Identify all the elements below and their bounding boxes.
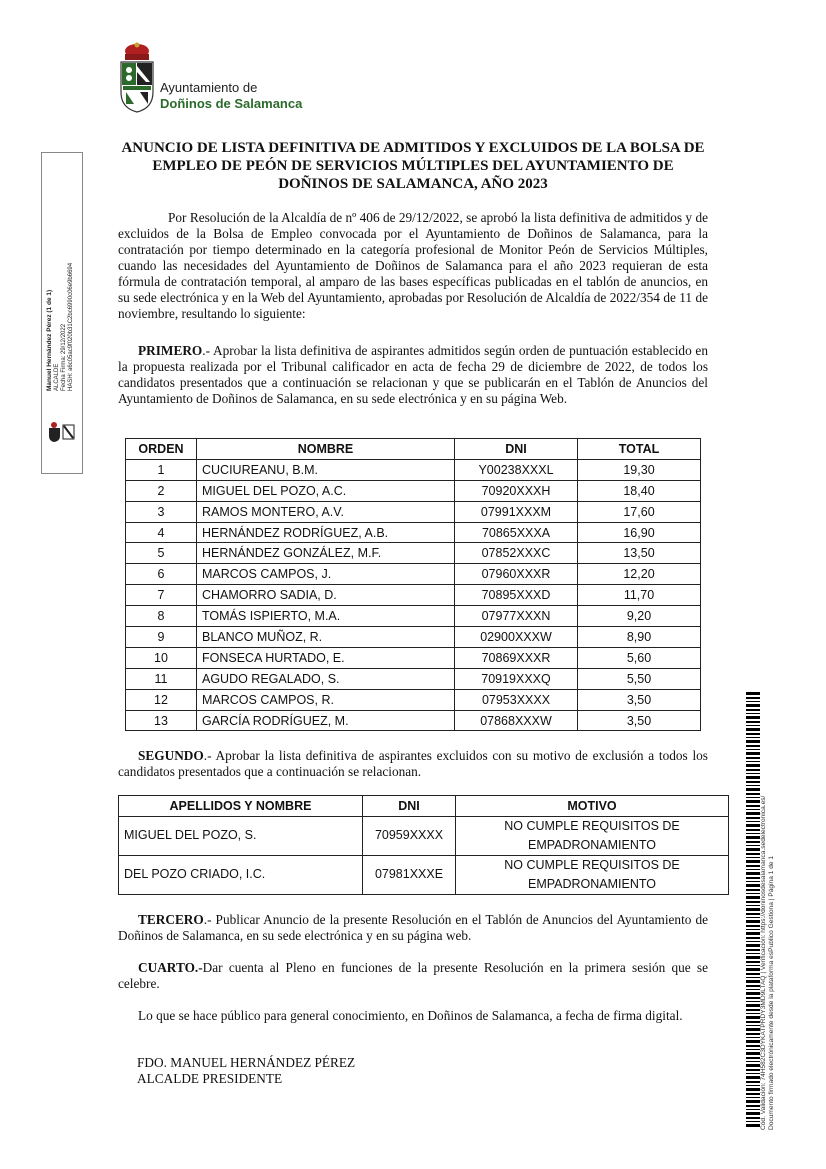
table-header-row xyxy=(119,796,729,817)
col-nombre: NOMBRE xyxy=(197,439,455,460)
cuarto-paragraph xyxy=(118,960,708,992)
signature-date: Fecha Firma: 29/12/2022 xyxy=(61,323,67,391)
col-orden: ORDEN xyxy=(126,439,197,460)
row-orden: 12 xyxy=(126,689,197,710)
barcode xyxy=(746,692,760,1128)
row-nombre: TOMÁS ISPIERTO, M.A. xyxy=(197,606,455,627)
row-orden: 7 xyxy=(126,585,197,606)
primero-label: PRIMERO xyxy=(138,343,203,358)
table-row xyxy=(126,480,701,501)
row-apellidos-nombre: MIGUEL DEL POZO, S. xyxy=(119,816,363,855)
row-dni: 70919XXXQ xyxy=(455,668,578,689)
tercero-paragraph xyxy=(118,912,708,944)
row-dni: 07991XXXM xyxy=(455,501,578,522)
motivo-line2: EMPADRONAMIENTO xyxy=(527,837,657,852)
table-row xyxy=(126,647,701,668)
org-name-line2: Doñinos de Salamanca xyxy=(160,96,303,111)
row-total: 5,60 xyxy=(578,647,701,668)
signature-name: FDO. MANUEL HERNÁNDEZ PÉREZ xyxy=(137,1055,356,1070)
row-total: 18,40 xyxy=(578,480,701,501)
row-orden: 10 xyxy=(126,647,197,668)
excluded-table xyxy=(118,795,729,895)
row-dni: 70920XXXH xyxy=(455,480,578,501)
table-header-row xyxy=(126,439,701,460)
col-apellidos-nombre: APELLIDOS Y NOMBRE xyxy=(119,796,363,817)
cuarto-label: CUARTO.- xyxy=(138,960,203,975)
row-total: 11,70 xyxy=(578,585,701,606)
table-row xyxy=(126,689,701,710)
row-nombre: CUCIUREANU, B.M. xyxy=(197,459,455,480)
col-dni: DNI xyxy=(363,796,456,817)
table-row xyxy=(126,501,701,522)
row-total: 9,20 xyxy=(578,606,701,627)
row-nombre: AGUDO REGALADO, S. xyxy=(197,668,455,689)
table-row xyxy=(126,585,701,606)
table-row xyxy=(126,710,701,731)
table-row xyxy=(126,522,701,543)
row-motivo xyxy=(456,855,729,894)
row-nombre: HERNÁNDEZ RODRÍGUEZ, A.B. xyxy=(197,522,455,543)
row-total: 19,30 xyxy=(578,459,701,480)
row-dni: 07852XXXC xyxy=(455,543,578,564)
motivo-line2: EMPADRONAMIENTO xyxy=(527,876,657,891)
table-row xyxy=(119,855,729,894)
table-row xyxy=(126,564,701,585)
table-row xyxy=(126,459,701,480)
row-orden: 5 xyxy=(126,543,197,564)
row-dni: 07977XXXN xyxy=(455,606,578,627)
signature-hash: HASH: a6c05ac9f020b31C2bc6990c06e9b6694 xyxy=(68,262,74,391)
row-total: 13,50 xyxy=(578,543,701,564)
row-dni: 07868XXXW xyxy=(455,710,578,731)
row-dni: 70865XXXA xyxy=(455,522,578,543)
row-nombre: MARCOS CAMPOS, J. xyxy=(197,564,455,585)
small-coat-of-arms-icon xyxy=(47,421,77,443)
row-nombre: BLANCO MUÑOZ, R. xyxy=(197,627,455,648)
row-orden: 2 xyxy=(126,480,197,501)
row-total: 17,60 xyxy=(578,501,701,522)
row-motivo xyxy=(456,816,729,855)
row-orden: 9 xyxy=(126,627,197,648)
row-nombre: HERNÁNDEZ GONZÁLEZ, M.F. xyxy=(197,543,455,564)
intro-paragraph: Por Resolución de la Alcaldía de nº 406 de 29/12/2022, se aprobó la lista definitiva de admitidos y de excluidos de la Bolsa de Empleo convocada por el Ayuntamiento de Doñinos de Salamanca, para la contratación por tiempo determinado en la categoría profesional de Monitor Peón de Servicios Múltiples, cuando las necesidades del Ayuntamiento de Doñinos de Salamanca para el año 2023 requieran de esta fórmula de contratación temporal, al amparo de las bases específicas publicadas en el tablón de anuncios, en su sede electrónica y en la Web del Ayuntamiento, aprobadas por Resolución de Alcaldía de 2022/354 de 11 de noviembre, resultando lo siguiente: xyxy=(118,210,708,321)
row-total: 12,20 xyxy=(578,564,701,585)
row-orden: 3 xyxy=(126,501,197,522)
row-nombre: MIGUEL DEL POZO, A.C. xyxy=(197,480,455,501)
row-nombre: MARCOS CAMPOS, R. xyxy=(197,689,455,710)
row-orden: 11 xyxy=(126,668,197,689)
closing-paragraph: Lo que se hace público para general conocimiento, en Doñinos de Salamanca, a fecha de firma digital. xyxy=(138,1008,683,1023)
row-nombre: CHAMORRO SADIA, D. xyxy=(197,585,455,606)
row-orden: 8 xyxy=(126,606,197,627)
row-orden: 4 xyxy=(126,522,197,543)
row-dni: 02900XXXW xyxy=(455,627,578,648)
row-orden: 6 xyxy=(126,564,197,585)
row-total: 3,50 xyxy=(578,689,701,710)
table-row xyxy=(126,606,701,627)
document-title: ANUNCIO DE LISTA DEFINITIVA DE ADMITIDOS Y EXCLUIDOS DE LA BOLSA DE EMPLEO DE PEÓN DE SERVICIOS MÚLTIPLES DEL AYUNTAMIENTO DE DOÑINOS DE SALAMANCA, AÑO 2023 xyxy=(121,140,705,192)
row-apellidos-nombre: DEL POZO CRIADO, I.C. xyxy=(119,855,363,894)
municipality-logo xyxy=(118,42,318,114)
row-dni: Y00238XXXL xyxy=(455,459,578,480)
table-row xyxy=(126,627,701,648)
row-nombre: FONSECA HURTADO, E. xyxy=(197,647,455,668)
primero-paragraph xyxy=(118,343,708,407)
motivo-line1: NO CUMPLE REQUISITOS DE xyxy=(504,818,680,833)
tercero-label: TERCERO xyxy=(138,912,204,927)
org-name-line1: Ayuntamiento de xyxy=(160,80,258,95)
segundo-paragraph xyxy=(118,748,708,780)
col-dni: DNI xyxy=(455,439,578,460)
col-motivo: MOTIVO xyxy=(456,796,729,817)
row-orden: 1 xyxy=(126,459,197,480)
signature-role: ALCALDE PRESIDENTE xyxy=(137,1071,283,1086)
row-dni: 70869XXXR xyxy=(455,647,578,668)
segundo-label: SEGUNDO xyxy=(138,748,204,763)
tercero-text: .- Publicar Anuncio de la presente Resolución en el Tablón de Anuncios del Ayuntamiento de Doñinos de Salamanca, en su sede electrónica y en su página web. xyxy=(118,912,708,943)
segundo-text: .- Aprobar la lista definitiva de aspirantes excluidos con su motivo de exclusión a todos los candidatos presentados que a continuación se relacionan. xyxy=(118,748,708,779)
col-total: TOTAL xyxy=(578,439,701,460)
cuarto-text: Dar cuenta al Pleno en funciones de la presente Resolución en la primera sesión que se celebre. xyxy=(118,960,708,991)
primero-text: .- Aprobar la lista definitiva de aspirantes admitidos según orden de puntuación establecido en la propuesta realizada por el Tribunal calificador en acta de fecha 29 de diciembre de 2022, de todos los candidatos presentados que a continuación se relacionan y que se publicarán en el Tablón de Anuncios del Ayuntamiento de Doñinos de Salamanca, en su sede electrónica y en su página Web. xyxy=(118,343,708,406)
motivo-line1: NO CUMPLE REQUISITOS DE xyxy=(504,857,680,872)
table-row xyxy=(119,816,729,855)
signer-name: Manuel Hernández Pérez (1 de 1) xyxy=(46,289,53,391)
admitted-table xyxy=(125,438,701,731)
verification-text xyxy=(760,700,820,1130)
signer-role: ALCALDE xyxy=(54,363,60,391)
row-total: 3,50 xyxy=(578,710,701,731)
row-dni: 70895XXXD xyxy=(455,585,578,606)
row-nombre: GARCÍA RODRÍGUEZ, M. xyxy=(197,710,455,731)
coat-of-arms-icon xyxy=(118,42,158,114)
row-orden: 13 xyxy=(126,710,197,731)
row-total: 16,90 xyxy=(578,522,701,543)
table-row xyxy=(126,543,701,564)
digital-signature-box xyxy=(41,152,83,474)
row-dni: 07960XXXR xyxy=(455,564,578,585)
table-row xyxy=(126,668,701,689)
verification-line2: Documento firmado electrónicamente desde la plataforma esPublico Gestiona | Página 1 de 1 xyxy=(768,855,775,1130)
row-dni: 70959XXXX xyxy=(363,816,456,855)
row-total: 8,90 xyxy=(578,627,701,648)
row-dni: 07953XXXX xyxy=(455,689,578,710)
row-nombre: RAMOS MONTERO, A.V. xyxy=(197,501,455,522)
row-dni: 07981XXXE xyxy=(363,855,456,894)
row-total: 5,50 xyxy=(578,668,701,689)
verification-line1: Cód. Validación: 74H582C3DYKATPRDY3MD9LTAQ | Verificación: https://doninosdesalamanca.sedelectronica.es/ xyxy=(760,795,767,1130)
